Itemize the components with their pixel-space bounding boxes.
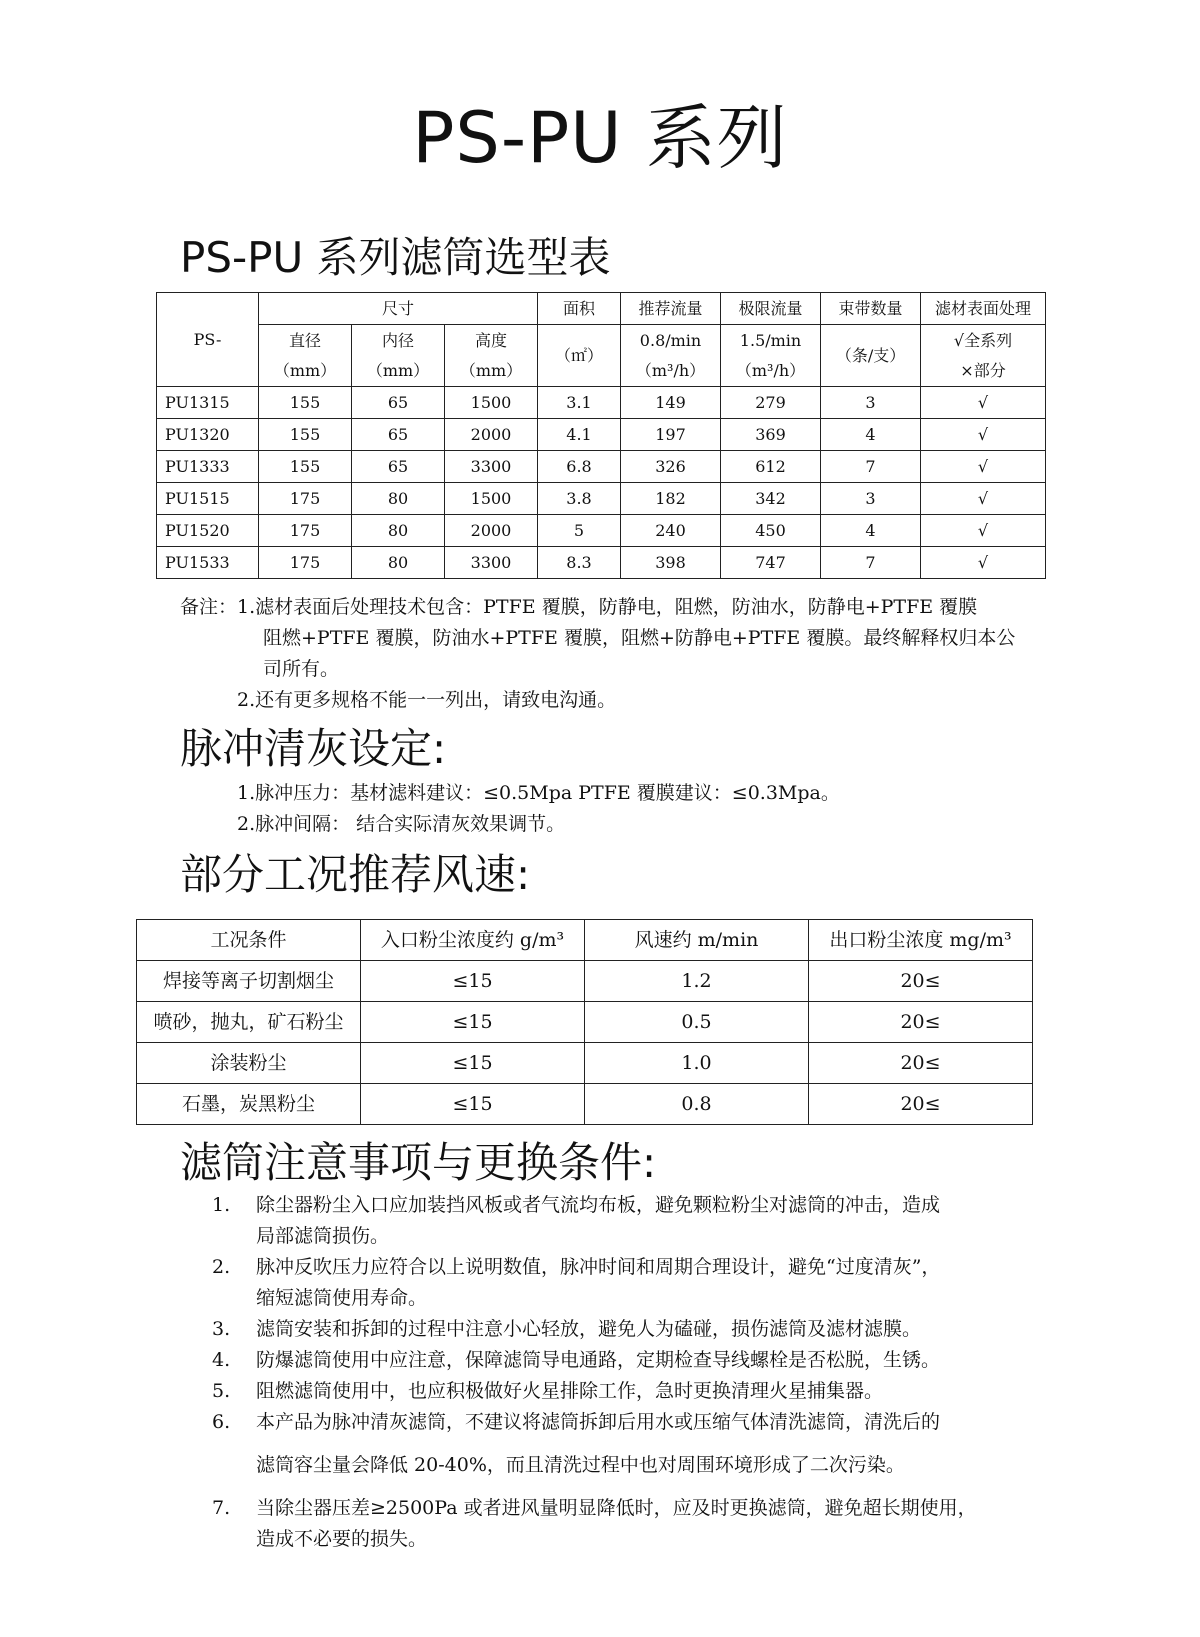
table-cell: 焊接等离子切割烟尘: [137, 961, 361, 1002]
table-cell: ≤15: [361, 1043, 585, 1084]
header-cell: 入口粉尘浓度约 g/m³: [361, 920, 585, 961]
cell-height: 1500: [445, 387, 538, 419]
cell-inner: 65: [352, 387, 445, 419]
cell-rec: 182: [621, 483, 721, 515]
header-rec-flow: 推荐流量: [621, 293, 721, 325]
cell-lim: 369: [721, 419, 821, 451]
note-2: 2.还有更多规格不能一一列出，请致电沟通。: [237, 689, 617, 711]
cell-rec: 398: [621, 547, 721, 579]
table-cell: 0.5: [585, 1002, 809, 1043]
table-row: [137, 1084, 1033, 1125]
cell-model: PU1320: [157, 419, 259, 451]
cell-area: 5: [538, 515, 621, 547]
table-row: [137, 1043, 1033, 1084]
cell-height: 3300: [445, 451, 538, 483]
cell-belt: 7: [821, 451, 921, 483]
header-size: 尺寸: [259, 293, 538, 325]
cell-area: 3.8: [538, 483, 621, 515]
list-number: 6.: [212, 1411, 231, 1433]
table-row: [157, 451, 1046, 483]
table-row: [137, 1002, 1033, 1043]
section-heading-wind: 部分工况推荐风速:: [180, 850, 531, 899]
table-row: [157, 547, 1046, 579]
cell-dia: 155: [259, 419, 352, 451]
cell-model: PU1333: [157, 451, 259, 483]
selection-table: [156, 292, 1046, 579]
wind-speed-table: [136, 919, 1033, 1125]
cell-lim: 450: [721, 515, 821, 547]
table-row: [157, 419, 1046, 451]
list-text: 当除尘器压差≥2500Pa 或者进风量明显降低时，应及时更换滤筒，避免超长期使用，: [256, 1497, 977, 1519]
list-number: 3.: [212, 1318, 231, 1340]
table-cell: 20≤: [809, 1002, 1033, 1043]
header-treatment-legend: √全系列 ×部分: [921, 325, 1046, 387]
section-heading-selection: PS-PU 系列滤筒选型表: [180, 233, 611, 282]
header-rec-flow-unit: 0.8/min （m³/h）: [621, 325, 721, 387]
cell-model: PU1515: [157, 483, 259, 515]
note-1: 1.滤材表面后处理技术包含：PTFE 覆膜，防静电，阻燃，防油水，防静电+PTFE 覆膜: [237, 596, 978, 618]
list-text: 滤筒安装和拆卸的过程中注意小心轻放，避免人为磕碰，损伤滤筒及滤材滤膜。: [256, 1318, 922, 1340]
cell-lim: 342: [721, 483, 821, 515]
section-heading-notes: 滤筒注意事项与更换条件:: [180, 1138, 657, 1187]
pulse-settings: [237, 778, 840, 840]
list-number: 5.: [212, 1380, 231, 1402]
page-title: PS-PU 系列: [412, 97, 788, 179]
cell-area: 6.8: [538, 451, 621, 483]
list-number: 4.: [212, 1349, 231, 1371]
list-text: 防爆滤筒使用中应注意，保障滤筒导电通路，定期检查导线螺栓是否松脱，生锈。: [256, 1349, 941, 1371]
table-row: [157, 515, 1046, 547]
cell-rec: 197: [621, 419, 721, 451]
list-text-continued: 造成不必要的损失。: [256, 1528, 428, 1550]
table-cell: 涂装粉尘: [137, 1043, 361, 1084]
cell-treat: √: [921, 515, 1046, 547]
cell-model: PU1533: [157, 547, 259, 579]
list-text-continued: 局部滤筒损伤。: [256, 1225, 390, 1247]
list-item: [182, 1407, 1042, 1481]
cell-height: 2000: [445, 419, 538, 451]
cell-treat: √: [921, 547, 1046, 579]
cell-dia: 175: [259, 515, 352, 547]
cell-area: 4.1: [538, 419, 621, 451]
list-item: [182, 1252, 1042, 1314]
cell-area: 3.1: [538, 387, 621, 419]
table-cell: ≤15: [361, 961, 585, 1002]
list-number: 7.: [212, 1497, 231, 1519]
cell-height: 2000: [445, 515, 538, 547]
pulse-interval: 2.脉冲间隔： 结合实际清灰效果调节。: [237, 813, 566, 835]
header-lim-flow-unit: 1.5/min （m³/h）: [721, 325, 821, 387]
cell-model: PU1520: [157, 515, 259, 547]
table-cell: 喷砂，抛丸，矿石粉尘: [137, 1002, 361, 1043]
pulse-pressure: 1.脉冲压力：基材滤料建议：≤0.5Mpa PTFE 覆膜建议：≤0.3Mpa。: [237, 782, 840, 804]
cell-belt: 3: [821, 387, 921, 419]
header-cell: 风速约 m/min: [585, 920, 809, 961]
notes-prefix: 备注：: [180, 596, 238, 618]
list-text-continued: 缩短滤筒使用寿命。: [256, 1287, 428, 1309]
cell-lim: 612: [721, 451, 821, 483]
header-area: 面积: [538, 293, 621, 325]
cell-rec: 326: [621, 451, 721, 483]
table-cell: ≤15: [361, 1002, 585, 1043]
header-belt-unit: （条/支）: [821, 325, 921, 387]
table-row: [157, 387, 1046, 419]
cell-height: 1500: [445, 483, 538, 515]
table-cell: 20≤: [809, 1084, 1033, 1125]
cell-lim: 747: [721, 547, 821, 579]
section-heading-pulse: 脉冲清灰设定:: [180, 724, 447, 773]
cell-dia: 155: [259, 387, 352, 419]
cell-treat: √: [921, 483, 1046, 515]
table-row: [137, 961, 1033, 1002]
cell-inner: 65: [352, 419, 445, 451]
cell-treat: √: [921, 387, 1046, 419]
header-treatment: 滤材表面处理: [921, 293, 1046, 325]
cell-dia: 175: [259, 483, 352, 515]
table-row: [157, 483, 1046, 515]
cell-treat: √: [921, 451, 1046, 483]
table-header-row: [137, 920, 1033, 961]
cell-inner: 80: [352, 547, 445, 579]
list-text: 本产品为脉冲清灰滤筒，不建议将滤筒拆卸后用水或压缩气体清洗滤筒，清洗后的: [256, 1411, 941, 1433]
table-cell: ≤15: [361, 1084, 585, 1125]
header-cell: 工况条件: [137, 920, 361, 961]
list-text-continued: 滤筒容尘量会降低 20-40%，而且清洗过程中也对周围环境形成了二次污染。: [256, 1454, 905, 1476]
cell-rec: 240: [621, 515, 721, 547]
cell-belt: 4: [821, 419, 921, 451]
table-cell: 石墨，炭黑粉尘: [137, 1084, 361, 1125]
cell-belt: 7: [821, 547, 921, 579]
list-item: [182, 1493, 1042, 1555]
header-cell: 出口粉尘浓度 mg/m³: [809, 920, 1033, 961]
notes: [180, 592, 1015, 716]
cell-rec: 149: [621, 387, 721, 419]
cell-treat: √: [921, 419, 1046, 451]
note-1-line2: 阻燃+PTFE 覆膜，防油水+PTFE 覆膜，阻燃+防静电+PTFE 覆膜。最终解释权归本公: [263, 627, 1016, 649]
header-diameter: 直径 （mm）: [259, 325, 352, 387]
header-area-unit: （㎡）: [538, 325, 621, 387]
precautions-list: [182, 1190, 1042, 1555]
list-number: 2.: [212, 1256, 231, 1278]
cell-dia: 175: [259, 547, 352, 579]
table-cell: 20≤: [809, 1043, 1033, 1084]
cell-height: 3300: [445, 547, 538, 579]
table-cell: 1.2: [585, 961, 809, 1002]
list-item: [182, 1345, 1042, 1376]
cell-inner: 65: [352, 451, 445, 483]
table-cell: 20≤: [809, 961, 1033, 1002]
table-cell: 0.8: [585, 1084, 809, 1125]
cell-inner: 80: [352, 515, 445, 547]
cell-lim: 279: [721, 387, 821, 419]
header-ps: PS-: [157, 293, 259, 387]
cell-model: PU1315: [157, 387, 259, 419]
cell-inner: 80: [352, 483, 445, 515]
list-text: 脉冲反吹压力应符合以上说明数值，脉冲时间和周期合理设计，避免“过度清灰”，: [256, 1256, 941, 1278]
list-number: 1.: [212, 1194, 231, 1216]
header-inner-diameter: 内径 （mm）: [352, 325, 445, 387]
header-belt: 束带数量: [821, 293, 921, 325]
cell-belt: 4: [821, 515, 921, 547]
note-1-line3: 司所有。: [263, 658, 340, 680]
table-cell: 1.0: [585, 1043, 809, 1084]
cell-belt: 3: [821, 483, 921, 515]
list-text: 阻燃滤筒使用中，也应积极做好火星排除工作，急时更换清理火星捕集器。: [256, 1380, 884, 1402]
header-height: 高度 （mm）: [445, 325, 538, 387]
list-item: [182, 1376, 1042, 1407]
list-text: 除尘器粉尘入口应加装挡风板或者气流均布板，避免颗粒粉尘对滤筒的冲击，造成: [256, 1194, 941, 1216]
cell-area: 8.3: [538, 547, 621, 579]
list-item: [182, 1314, 1042, 1345]
list-item: [182, 1190, 1042, 1252]
cell-dia: 155: [259, 451, 352, 483]
header-lim-flow: 极限流量: [721, 293, 821, 325]
